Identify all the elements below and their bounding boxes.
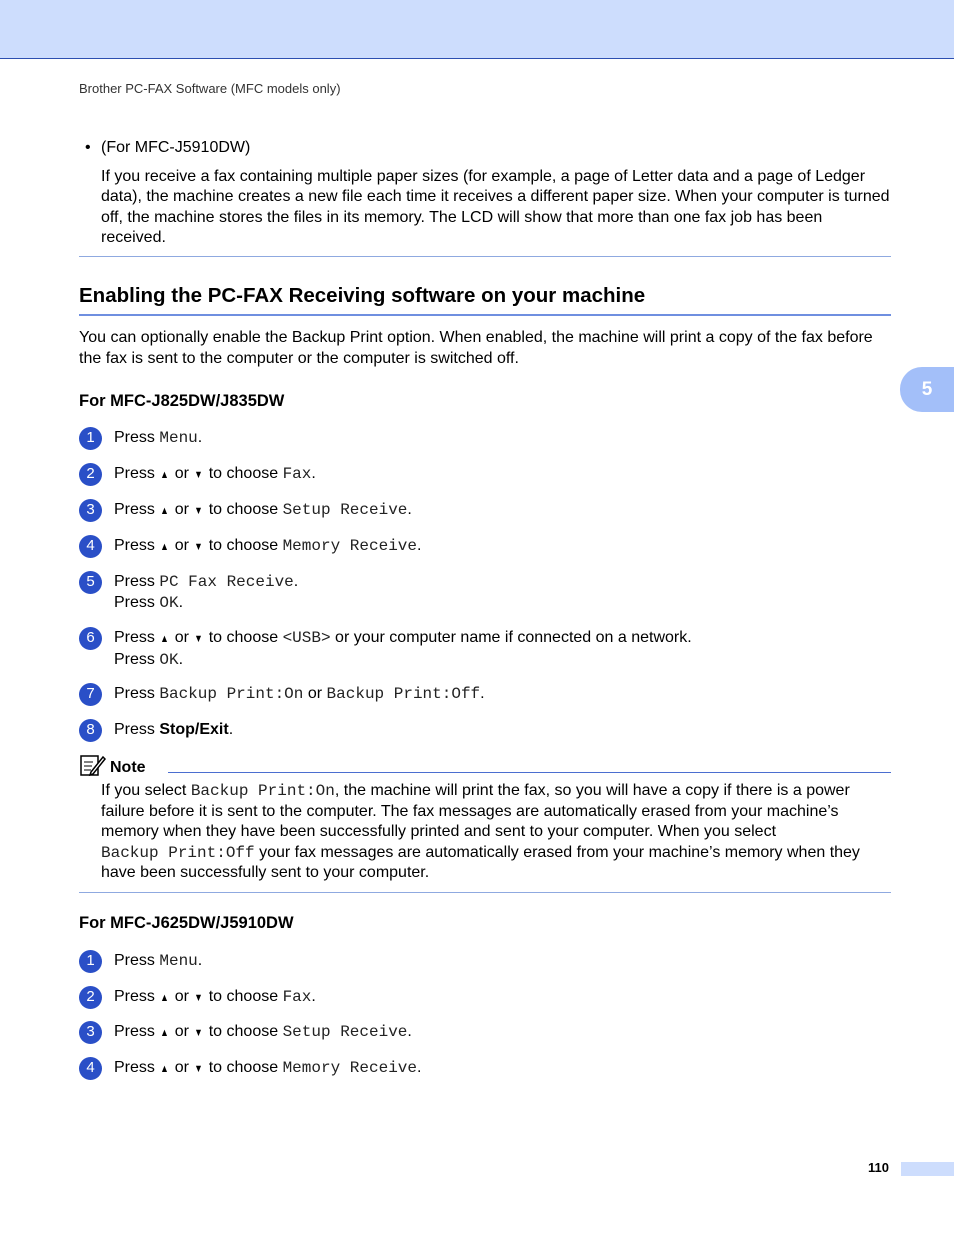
chapter-number: 5 (921, 378, 933, 400)
down-arrow-icon: ▼ (194, 1063, 204, 1075)
down-arrow-icon: ▼ (194, 541, 204, 553)
step: 5 Press PC Fax Receive. Press OK. (79, 572, 899, 613)
note-rule (168, 772, 891, 773)
running-head: Brother PC-FAX Software (MFC models only) (79, 81, 341, 96)
up-arrow-icon: ▲ (160, 541, 170, 553)
note-title: Note (110, 759, 146, 776)
step-number: 2 (79, 986, 102, 1009)
note-pencil-icon (80, 753, 106, 777)
step: 3 Press ▲ or ▼ to choose Setup Receive. (79, 500, 899, 522)
step-number: 8 (79, 719, 102, 742)
step: 1 Press Menu. (79, 428, 899, 449)
step-number: 6 (79, 627, 102, 650)
down-arrow-icon: ▼ (194, 505, 204, 517)
up-arrow-icon: ▲ (160, 633, 170, 645)
step: 4 Press ▲ or ▼ to choose Memory Receive. (79, 536, 899, 558)
step-number: 4 (79, 1057, 102, 1080)
down-arrow-icon: ▼ (194, 469, 204, 481)
divider (79, 892, 891, 893)
step-number: 2 (79, 463, 102, 486)
bullet-paragraph: If you receive a fax containing multiple paper sizes (for example, a page of Letter data and a page of Ledger data), the machine creates a new file each time it receives a different paper size. When your computer is turned off, the machine stores the files in its memory. The LCD will show that more than one fax job has been received. (101, 167, 890, 246)
step-number: 1 (79, 950, 102, 973)
note-header (80, 753, 892, 777)
divider (79, 256, 891, 257)
step: 2 Press ▲ or ▼ to choose Fax. (79, 987, 899, 1009)
step: 8 Press Stop/Exit. (79, 720, 899, 741)
top-header-bar (0, 0, 954, 59)
down-arrow-icon: ▼ (194, 1027, 204, 1039)
bullet-icon: • (85, 139, 91, 156)
up-arrow-icon: ▲ (160, 1063, 170, 1075)
step: 2 Press ▲ or ▼ to choose Fax. (79, 464, 899, 486)
stop-exit-key: Stop/Exit (159, 721, 229, 738)
bullet-label: (For MFC-J5910DW) (101, 139, 251, 156)
subsection-title: For MFC-J625DW/J5910DW (79, 914, 294, 932)
menu-key: Menu (159, 429, 198, 447)
step-number: 4 (79, 535, 102, 558)
page-number: 110 (868, 1160, 889, 1175)
up-arrow-icon: ▲ (160, 469, 170, 481)
step: 4 Press ▲ or ▼ to choose Memory Receive. (79, 1058, 899, 1080)
step-number: 7 (79, 683, 102, 706)
up-arrow-icon: ▲ (160, 992, 170, 1004)
chapter-tab[interactable] (900, 367, 954, 412)
page-number-bar (901, 1162, 954, 1176)
step: 6 Press ▲ or ▼ to choose <USB> or your computer name if connected on a network. Press OK. (79, 628, 899, 670)
step: 7 Press Backup Print:On or Backup Print:Off. (79, 684, 899, 705)
intro-paragraph: You can optionally enable the Backup Print option. When enabled, the machine will print a copy of the fax before the fax is sent to the computer or the computer is switched off. (79, 329, 873, 367)
step-number: 1 (79, 427, 102, 450)
section-title: Enabling the PC-FAX Receiving software on your machine (79, 284, 646, 307)
up-arrow-icon: ▲ (160, 1027, 170, 1039)
step-number: 5 (79, 571, 102, 594)
down-arrow-icon: ▼ (194, 633, 204, 645)
subsection-title: For MFC-J825DW/J835DW (79, 392, 285, 410)
step-number: 3 (79, 499, 102, 522)
bullet-block (79, 138, 891, 249)
section-title-rule (79, 314, 891, 316)
step: 3 Press ▲ or ▼ to choose Setup Receive. (79, 1022, 899, 1044)
down-arrow-icon: ▼ (194, 992, 204, 1004)
up-arrow-icon: ▲ (160, 505, 170, 517)
step-number: 3 (79, 1021, 102, 1044)
step: 1 Press Menu. (79, 951, 899, 972)
note-body: If you select Backup Print:On, the machine will print the fax, so you will have a copy if there is a power failure before it is sent to the computer. The fax messages are automatically erased from your machine’s memory when they have been successfully printed and sent to your computer. When you select Backup Print:Off your fax messages are automatically erased from your machine’s memory when they have been successfully sent to your computer. (101, 782, 860, 881)
